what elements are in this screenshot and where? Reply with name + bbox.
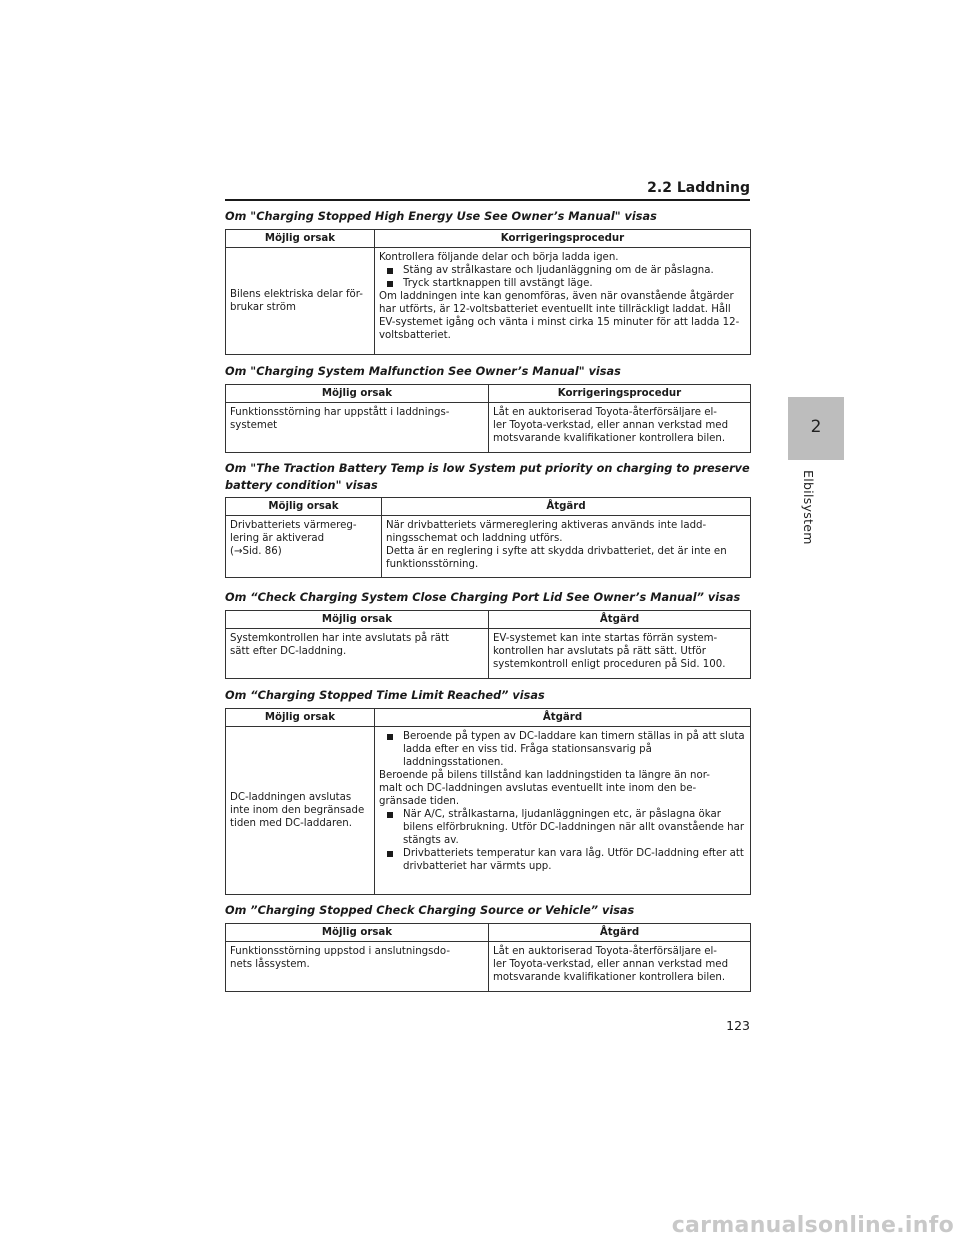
procedure-text: Om laddningen inte kan genomföras, även när ovanstående åtgärder har utförts, är 12-voltsbatteriet eventuellt inte tillräckligt laddat. Håll EV-systemet igång och vänta i minst cirka 15 minuter för att ladda 12-voltsbatteriet. (379, 290, 740, 341)
info-table (225, 384, 751, 453)
procedure-text: EV-systemet kan inte startas förrän system- kontrollen har avslutats på rätt sätt. Utför systemkontroll enligt proceduren på Sid. 100. (493, 632, 726, 670)
col-header-cause: Möjlig orsak (226, 384, 489, 402)
info-table (225, 708, 751, 895)
header-rule (225, 199, 750, 201)
col-header-action: Åtgärd (489, 923, 751, 941)
section-header: 2.2 Laddning (647, 180, 750, 196)
chapter-number: 2 (810, 417, 822, 437)
section-battery-temp-low (225, 461, 750, 578)
cause-cell: Bilens elektriska delar för- brukar ström (226, 247, 375, 354)
cause-cell: Drivbatteriets värmereg- lering är aktiverad (→Sid. 86) (226, 516, 382, 578)
col-header-action: Åtgärd (489, 610, 751, 628)
cause-cell: Systemkontrollen har inte avslutats på rätt sätt efter DC-laddning. (226, 628, 489, 678)
procedure-cell (375, 247, 751, 354)
cause-cell: Funktionsstörning uppstod i anslutningsdo- nets låssystem. (226, 941, 489, 991)
procedure-cell (489, 402, 751, 452)
section-heading: Om "Charging Stopped High Energy Use See Owner’s Manual" visas (225, 210, 657, 223)
cause-cell: Funktionsstörning har uppstått i laddnings- systemet (226, 402, 489, 452)
procedure-text: När drivbatteriets värmereglering aktiveras används inte ladd- ningsschemat och laddning utförs. (386, 520, 707, 544)
info-table (225, 229, 751, 355)
section-heading: Om “Check Charging System Close Charging Port Lid See Owner’s Manual” visas (225, 591, 741, 604)
procedure-text: Detta är en reglering i syfte att skydda drivbatteriet, det är inte en funktionsstörning. (386, 546, 727, 570)
procedure-cell (382, 516, 751, 578)
section-check-charging-source (225, 903, 750, 992)
bullet-item: Stäng av strålkastare och ljudanläggning om de är påslagna. (379, 264, 746, 277)
page-number: 123 (726, 1018, 750, 1033)
bullet-item: Tryck startknappen till avstängt läge. (379, 277, 746, 290)
cause-cell: DC-laddningen avslutas inte inom den begränsade tiden med DC-laddaren. (226, 726, 375, 894)
bullet-item: Beroende på typen av DC-laddare kan timern ställas in på att sluta ladda efter en viss tid. Fråga stationsansvarig på laddningsstationen. (379, 730, 746, 769)
section-heading: Om ”Charging Stopped Check Charging Source or Vehicle” visas (225, 904, 635, 917)
procedure-text: Beroende på bilens tillstånd kan laddningstiden ta längre än nor- malt och DC-laddningen avslutas eventuellt inte inom den be- gränsade tiden. (379, 769, 710, 807)
info-table (225, 610, 751, 679)
procedure-cell (375, 726, 751, 894)
chapter-label: Elbilsystem (801, 470, 816, 545)
section-time-limit-reached (225, 688, 750, 895)
section-heading: Om "Charging System Malfunction See Owner’s Manual" visas (225, 365, 621, 378)
info-table (225, 923, 751, 992)
section-heading: Om "The Traction Battery Temp is low System put priority on charging to preserve battery condition" visas (225, 462, 750, 492)
procedure-text: Låt en auktoriserad Toyota-återförsäljare el- ler Toyota-verkstad, eller annan verkstad med motsvarande kvalifikationer kontrollera bilen. (493, 945, 729, 983)
col-header-action: Åtgärd (382, 498, 751, 516)
procedure-cell (489, 628, 751, 678)
procedure-text: Kontrollera följande delar och börja ladda igen. (379, 251, 619, 263)
section-system-malfunction (225, 364, 750, 453)
col-header-procedure: Korrigeringsprocedur (375, 229, 751, 247)
bullet-item: Drivbatteriets temperatur kan vara låg. Utför DC-laddning efter att drivbatteriet har värmts upp. (379, 847, 746, 873)
bullet-item: När A/C, strålkastarna, ljudanläggningen etc, är påslagna ökar bilens elförbrukning. Utför DC-laddningen när allt ovanstående har stängts av. (379, 808, 746, 847)
procedure-cell (489, 941, 751, 991)
col-header-cause: Möjlig orsak (226, 610, 489, 628)
col-header-cause: Möjlig orsak (226, 708, 375, 726)
info-table (225, 497, 751, 578)
watermark: carmanualsonline.info (671, 1213, 954, 1238)
col-header-procedure: Korrigeringsprocedur (489, 384, 751, 402)
col-header-action: Åtgärd (375, 708, 751, 726)
section-close-port-lid (225, 590, 750, 679)
section-high-energy-use (225, 209, 750, 355)
section-heading: Om “Charging Stopped Time Limit Reached” visas (225, 689, 545, 702)
col-header-cause: Möjlig orsak (226, 498, 382, 516)
col-header-cause: Möjlig orsak (226, 229, 375, 247)
col-header-cause: Möjlig orsak (226, 923, 489, 941)
procedure-text: Låt en auktoriserad Toyota-återförsäljare el- ler Toyota-verkstad, eller annan verkstad med motsvarande kvalifikationer kontrollera bilen. (493, 406, 729, 444)
